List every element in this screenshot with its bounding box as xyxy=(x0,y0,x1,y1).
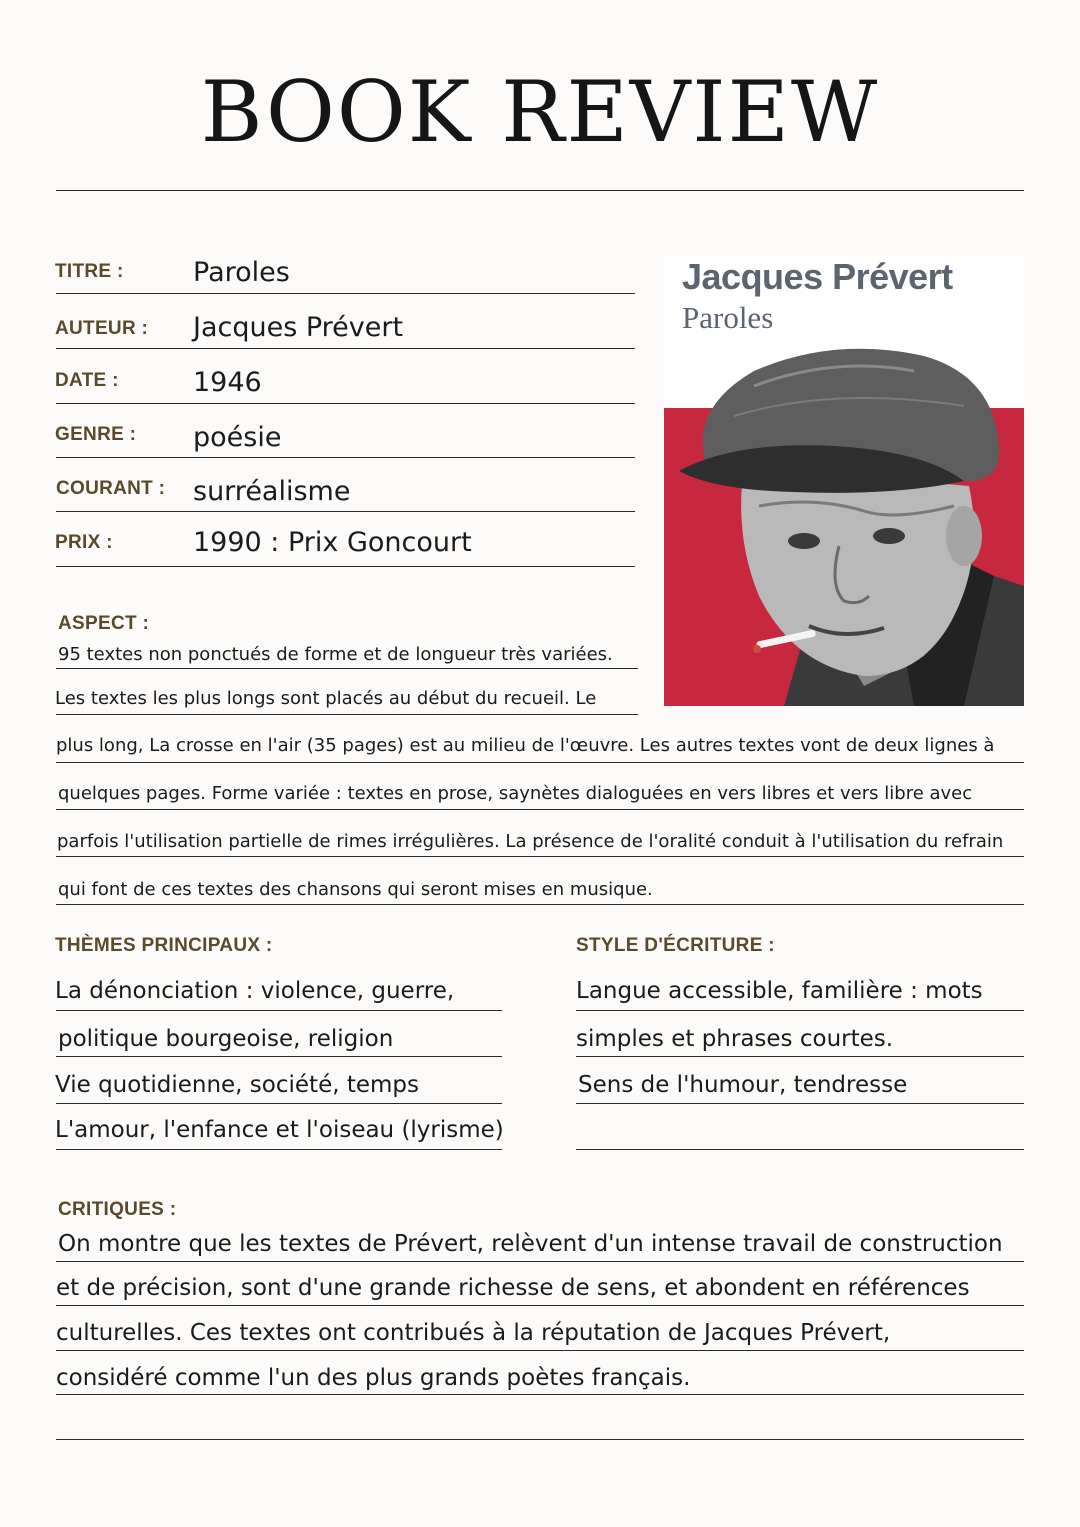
aspect-rule xyxy=(56,856,1024,857)
field-label-genre: GENRE : xyxy=(55,424,137,445)
critiques-rule xyxy=(56,1305,1024,1306)
aspect-line: parfois l'utilisation partielle de rimes irrégulières. La présence de l'oralité conduit à l'utilisation du refrain xyxy=(57,831,1004,852)
critiques-rule xyxy=(56,1350,1024,1351)
cover-author: Jacques Prévert xyxy=(682,256,953,297)
style-label: STYLE D'ÉCRITURE : xyxy=(576,935,775,956)
themes-line: La dénonciation : violence, guerre, xyxy=(55,978,455,1004)
bottom-rule xyxy=(56,1439,1024,1440)
style-line: Langue accessible, familière : mots xyxy=(576,978,983,1004)
cover-title: Paroles xyxy=(682,300,774,335)
themes-rule xyxy=(56,1103,502,1104)
field-label-titre: TITRE : xyxy=(55,261,124,282)
field-line xyxy=(56,348,635,349)
aspect-line: Les textes les plus longs sont placés au début du recueil. Le xyxy=(55,688,597,709)
themes-line: Vie quotidienne, société, temps xyxy=(55,1072,419,1098)
style-line: Sens de l'humour, tendresse xyxy=(578,1072,908,1098)
critiques-rule xyxy=(56,1261,1024,1262)
style-rule xyxy=(576,1149,1024,1150)
style-rule xyxy=(576,1056,1024,1057)
aspect-label: ASPECT : xyxy=(58,613,150,634)
field-label-date: DATE : xyxy=(55,370,119,391)
aspect-rule xyxy=(56,809,1024,810)
critiques-line: culturelles. Ces textes ont contribués à la réputation de Jacques Prévert, xyxy=(56,1320,891,1346)
field-value-genre: poésie xyxy=(193,422,282,453)
field-value-titre: Paroles xyxy=(193,257,290,288)
field-line xyxy=(56,403,635,404)
field-value-auteur: Jacques Prévert xyxy=(193,312,404,343)
field-line xyxy=(56,511,635,512)
aspect-rule xyxy=(56,904,1024,905)
aspect-line: plus long, La crosse en l'air (35 pages) est au milieu de l'œuvre. Les autres textes vont de deux lignes à xyxy=(56,735,995,756)
field-value-date: 1946 xyxy=(193,367,262,398)
critiques-line: et de précision, sont d'une grande richesse de sens, et abondent en références xyxy=(56,1275,970,1301)
field-line xyxy=(56,566,635,567)
aspect-line: qui font de ces textes des chansons qui seront mises en musique. xyxy=(58,879,653,900)
style-line: simples et phrases courtes. xyxy=(576,1026,894,1052)
page-title: BOOK REVIEW xyxy=(200,63,880,161)
field-line xyxy=(56,293,635,294)
title-divider xyxy=(56,190,1024,191)
aspect-rule xyxy=(56,762,1024,763)
portrait-image xyxy=(664,256,1024,706)
critiques-label: CRITIQUES : xyxy=(58,1199,177,1220)
aspect-line: quelques pages. Forme variée : textes en prose, saynètes dialoguées en vers libres et vers libre avec xyxy=(58,783,973,804)
style-rule xyxy=(576,1103,1024,1104)
field-label-prix: PRIX : xyxy=(55,532,113,553)
aspect-line: 95 textes non ponctués de forme et de longueur très variées. xyxy=(58,644,613,665)
critiques-line: considéré comme l'un des plus grands poètes français. xyxy=(56,1365,691,1391)
field-line xyxy=(56,457,635,458)
field-value-prix: 1990 : Prix Goncourt xyxy=(193,527,472,558)
themes-label: THÈMES PRINCIPAUX : xyxy=(55,935,273,956)
critiques-line: On montre que les textes de Prévert, relèvent d'un intense travail de construction xyxy=(58,1231,1003,1257)
themes-line: politique bourgeoise, religion xyxy=(58,1026,394,1052)
style-rule xyxy=(576,1010,1024,1011)
critiques-rule xyxy=(56,1394,1024,1395)
themes-rule xyxy=(56,1056,502,1057)
field-value-courant: surréalisme xyxy=(193,476,351,507)
field-label-auteur: AUTEUR : xyxy=(55,318,149,339)
themes-rule xyxy=(56,1149,502,1150)
themes-rule xyxy=(56,1010,502,1011)
aspect-rule xyxy=(56,714,638,715)
field-label-courant: COURANT : xyxy=(56,478,166,499)
book-cover xyxy=(664,256,1024,706)
aspect-rule xyxy=(56,668,638,669)
themes-line: L'amour, l'enfance et l'oiseau (lyrisme) xyxy=(55,1117,504,1143)
